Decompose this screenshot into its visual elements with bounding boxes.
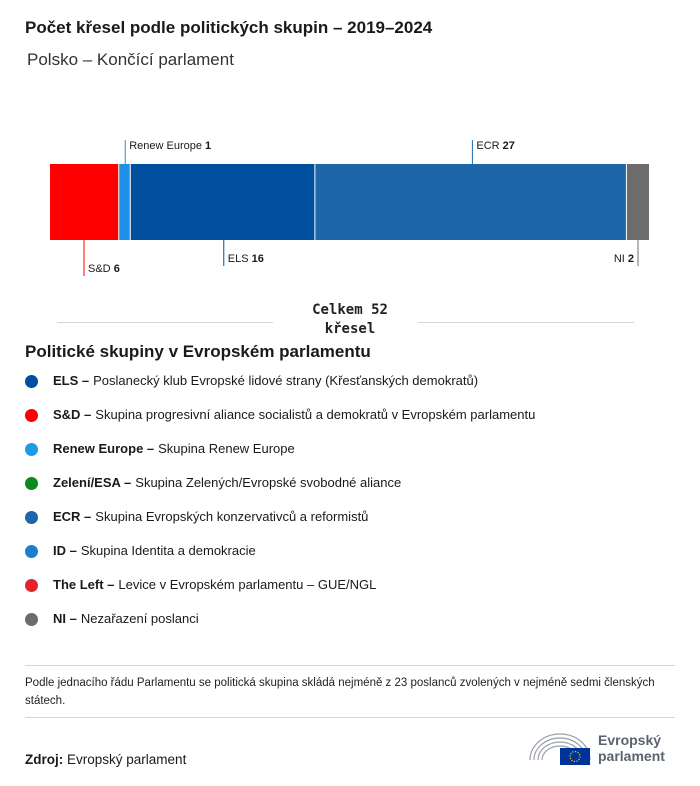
chart-title: Počet křesel podle politických skupin – 2019–2024 [25, 18, 433, 37]
bar-label-value: 6 [113, 263, 120, 275]
note-divider-top [25, 665, 675, 666]
bar-label-name: S&D [88, 263, 114, 275]
legend-item [25, 576, 535, 610]
bar-label-ni [614, 253, 634, 265]
total-seats-line1: Celkem 52 [312, 302, 388, 318]
legend-text: Skupina progresivní aliance socialistů a demokratů v Evropském parlamentu [95, 407, 536, 422]
bar-label-value: 16 [251, 253, 264, 265]
legend-item [25, 440, 535, 474]
bar-segment-els [131, 164, 315, 240]
logo-line2: parlament [598, 748, 665, 764]
legend-abbr: ECR – [53, 509, 92, 524]
total-seats [290, 301, 410, 339]
legend-item [25, 610, 535, 644]
chart-subtitle: Polsko – Končící parlament [27, 50, 234, 69]
legend-text: Poslanecký klub Evropské lidové strany (Křesťanských demokratů) [93, 373, 479, 388]
bar-label-name: NI [613, 253, 628, 265]
bar-segment-ni [627, 164, 649, 240]
legend-item [25, 542, 535, 576]
source-text: Evropský parlament [67, 752, 187, 767]
legend-text: Skupina Identita a demokracie [80, 543, 256, 558]
bar-label-ecr [476, 140, 515, 152]
legend-title: Politické skupiny v Evropském parlamentu [25, 342, 371, 361]
legend-item [25, 508, 535, 542]
legend-dot-icon [25, 409, 38, 422]
bar-label-name: ECR [476, 140, 503, 152]
legend-dot-icon [25, 443, 38, 456]
legend-text: Skupina Evropských konzervativců a reformistů [95, 509, 369, 524]
ep-hemicycle-flag-icon [528, 730, 592, 766]
ep-logo [528, 730, 665, 766]
legend [25, 372, 535, 644]
bar-segment-s-d [50, 164, 118, 240]
total-divider-right [418, 322, 634, 323]
source [25, 752, 186, 767]
bar-segment-ecr [315, 164, 626, 240]
note-divider-bottom [25, 717, 675, 718]
legend-dot-icon [25, 579, 38, 592]
legend-text: Nezařazení poslanci [80, 611, 199, 626]
stacked-bar-chart [0, 130, 700, 290]
legend-dot-icon [25, 511, 38, 524]
bar-label-value: 27 [502, 140, 515, 152]
legend-abbr: Zelení/ESA – [53, 475, 132, 490]
footnote: Podle jednacího řádu Parlamentu se politická skupina skládá nejméně z 23 poslanců zvolených v nejméně sedmi členských státech. [25, 677, 655, 707]
bar-label-name: ELS [227, 253, 252, 265]
legend-abbr: ELS – [53, 373, 90, 388]
legend-dot-icon [25, 477, 38, 490]
bar-label-value: 2 [627, 253, 634, 265]
legend-abbr: ID – [53, 543, 77, 558]
legend-abbr: Renew Europe – [53, 441, 155, 456]
legend-text: Levice v Evropském parlamentu – GUE/NGL [118, 577, 377, 592]
legend-dot-icon [25, 545, 38, 558]
bar-label-renew-europe [129, 140, 211, 152]
legend-item [25, 372, 535, 406]
legend-item [25, 406, 535, 440]
legend-item [25, 474, 535, 508]
legend-text: Skupina Zelených/Evropské svobodné aliance [135, 475, 402, 490]
logo-line1: Evropský [598, 732, 662, 748]
legend-abbr: NI – [53, 611, 77, 626]
bar-label-s-d [88, 263, 120, 275]
total-divider-left [57, 322, 273, 323]
legend-abbr: The Left – [53, 577, 115, 592]
bar-label-els [228, 253, 264, 265]
bar-segment-renew-europe [119, 164, 130, 240]
legend-dot-icon [25, 375, 38, 388]
total-seats-line2: křesel [324, 321, 376, 337]
legend-dot-icon [25, 613, 38, 626]
legend-abbr: S&D – [53, 407, 92, 422]
legend-text: Skupina Renew Europe [158, 441, 295, 456]
bar-label-name: Renew Europe [129, 140, 206, 152]
bar-label-value: 1 [205, 140, 212, 152]
source-label: Zdroj: [25, 752, 64, 767]
